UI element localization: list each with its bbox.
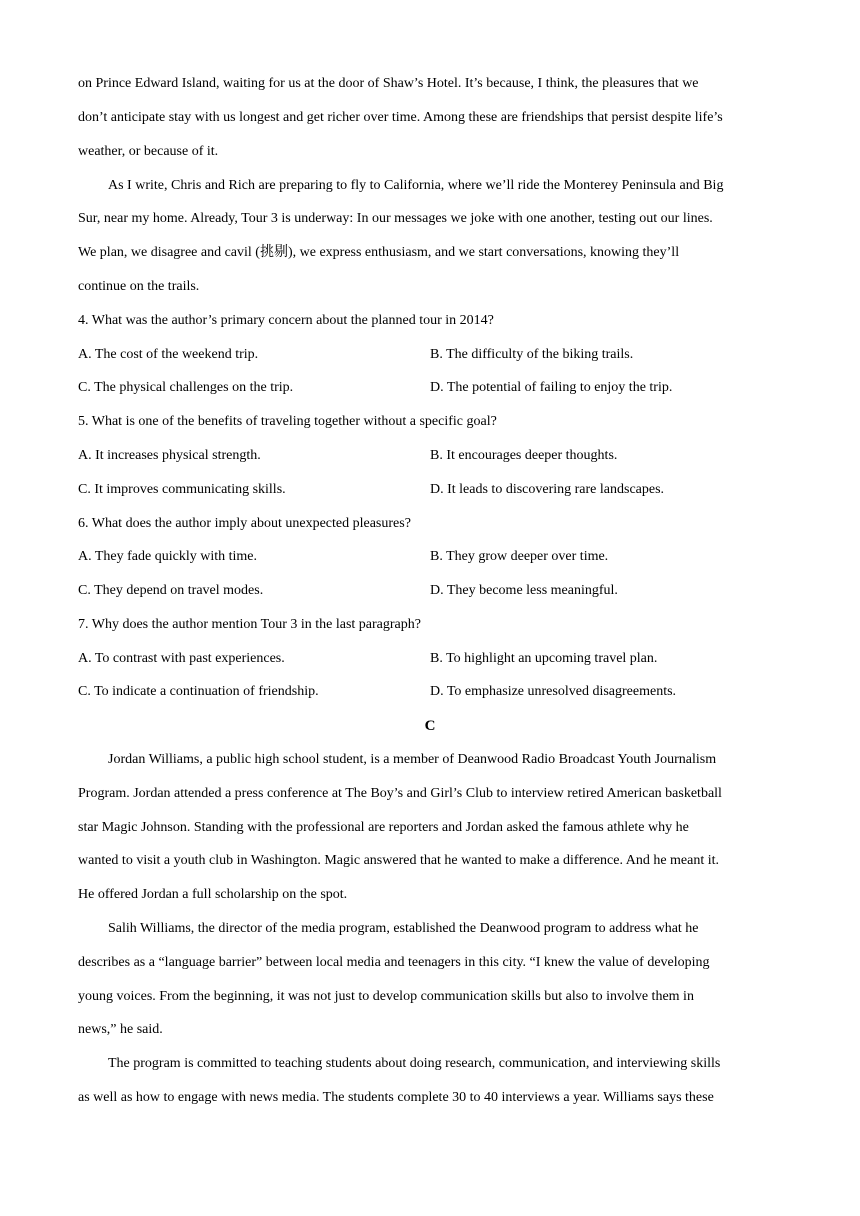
passage-line: He offered Jordan a full scholarship on the spot.	[78, 887, 348, 902]
passage-line: continue on the trails.	[78, 279, 200, 294]
passage-line: We plan, we disagree and cavil (挑剔), we express enthusiasm, and we start conversations, knowing they’ll	[78, 245, 680, 260]
passage-line: The program is committed to teaching students about doing research, communication, and interviewing skills	[108, 1056, 721, 1071]
option-c: C. They depend on travel modes.	[78, 583, 264, 598]
question-stem: 7. Why does the author mention Tour 3 in the last paragraph?	[78, 617, 421, 632]
option-c: C. The physical challenges on the trip.	[78, 380, 294, 395]
option-d: D. The potential of failing to enjoy the trip.	[430, 380, 673, 395]
option-d: D. They become less meaningful.	[430, 583, 618, 598]
option-b: B. To highlight an upcoming travel plan.	[430, 651, 658, 666]
option-c: C. To indicate a continuation of friendship.	[78, 684, 319, 699]
question-stem: 4. What was the author’s primary concern about the planned tour in 2014?	[78, 313, 494, 328]
option-d: D. It leads to discovering rare landscapes.	[430, 482, 665, 497]
passage-line: As I write, Chris and Rich are preparing to fly to California, where we’ll ride the Monterey Peninsula and Big	[108, 178, 724, 193]
passage-line: star Magic Johnson. Standing with the professional are reporters and Jordan asked the famous athlete why he	[78, 820, 689, 835]
option-b: B. The difficulty of the biking trails.	[430, 347, 634, 362]
option-b: B. They grow deeper over time.	[430, 549, 609, 564]
option-a: A. The cost of the weekend trip.	[78, 347, 259, 362]
question-stem: 6. What does the author imply about unexpected pleasures?	[78, 516, 411, 531]
option-a: A. To contrast with past experiences.	[78, 651, 285, 666]
option-c: C. It improves communicating skills.	[78, 482, 286, 497]
option-b: B. It encourages deeper thoughts.	[430, 448, 618, 463]
section-heading: C	[424, 718, 436, 734]
question-stem: 5. What is one of the benefits of traveling together without a specific goal?	[78, 414, 497, 429]
passage-line: describes as a “language barrier” between local media and teenagers in this city. “I knew the value of developing	[78, 955, 710, 970]
passage-line: Jordan Williams, a public high school student, is a member of Deanwood Radio Broadcast Youth Journalism	[108, 752, 717, 767]
passage-line: Sur, near my home. Already, Tour 3 is underway: In our messages we joke with one another, testing out our lines.	[78, 211, 713, 226]
passage-line: don’t anticipate stay with us longest and get richer over time. Among these are friendships that persist despite life’s	[78, 110, 723, 125]
option-d: D. To emphasize unresolved disagreements.	[430, 684, 677, 699]
passage-line: on Prince Edward Island, waiting for us at the door of Shaw’s Hotel. It’s because, I think, the pleasures that we	[78, 76, 699, 91]
passage-line: Salih Williams, the director of the media program, established the Deanwood program to address what he	[108, 921, 699, 936]
passage-line: as well as how to engage with news media. The students complete 30 to 40 interviews a year. Williams says these	[78, 1090, 714, 1105]
passage-line: young voices. From the beginning, it was not just to develop communication skills but also to involve them in	[78, 989, 694, 1004]
passage-line: news,” he said.	[78, 1022, 163, 1037]
option-a: A. They fade quickly with time.	[78, 549, 257, 564]
passage-line: Program. Jordan attended a press conference at The Boy’s and Girl’s Club to interview retired American basketball	[78, 786, 722, 801]
passage-line: weather, or because of it.	[78, 144, 219, 159]
option-a: A. It increases physical strength.	[78, 448, 261, 463]
passage-line: wanted to visit a youth club in Washington. Magic answered that he wanted to make a difference. And he meant it.	[78, 853, 720, 868]
